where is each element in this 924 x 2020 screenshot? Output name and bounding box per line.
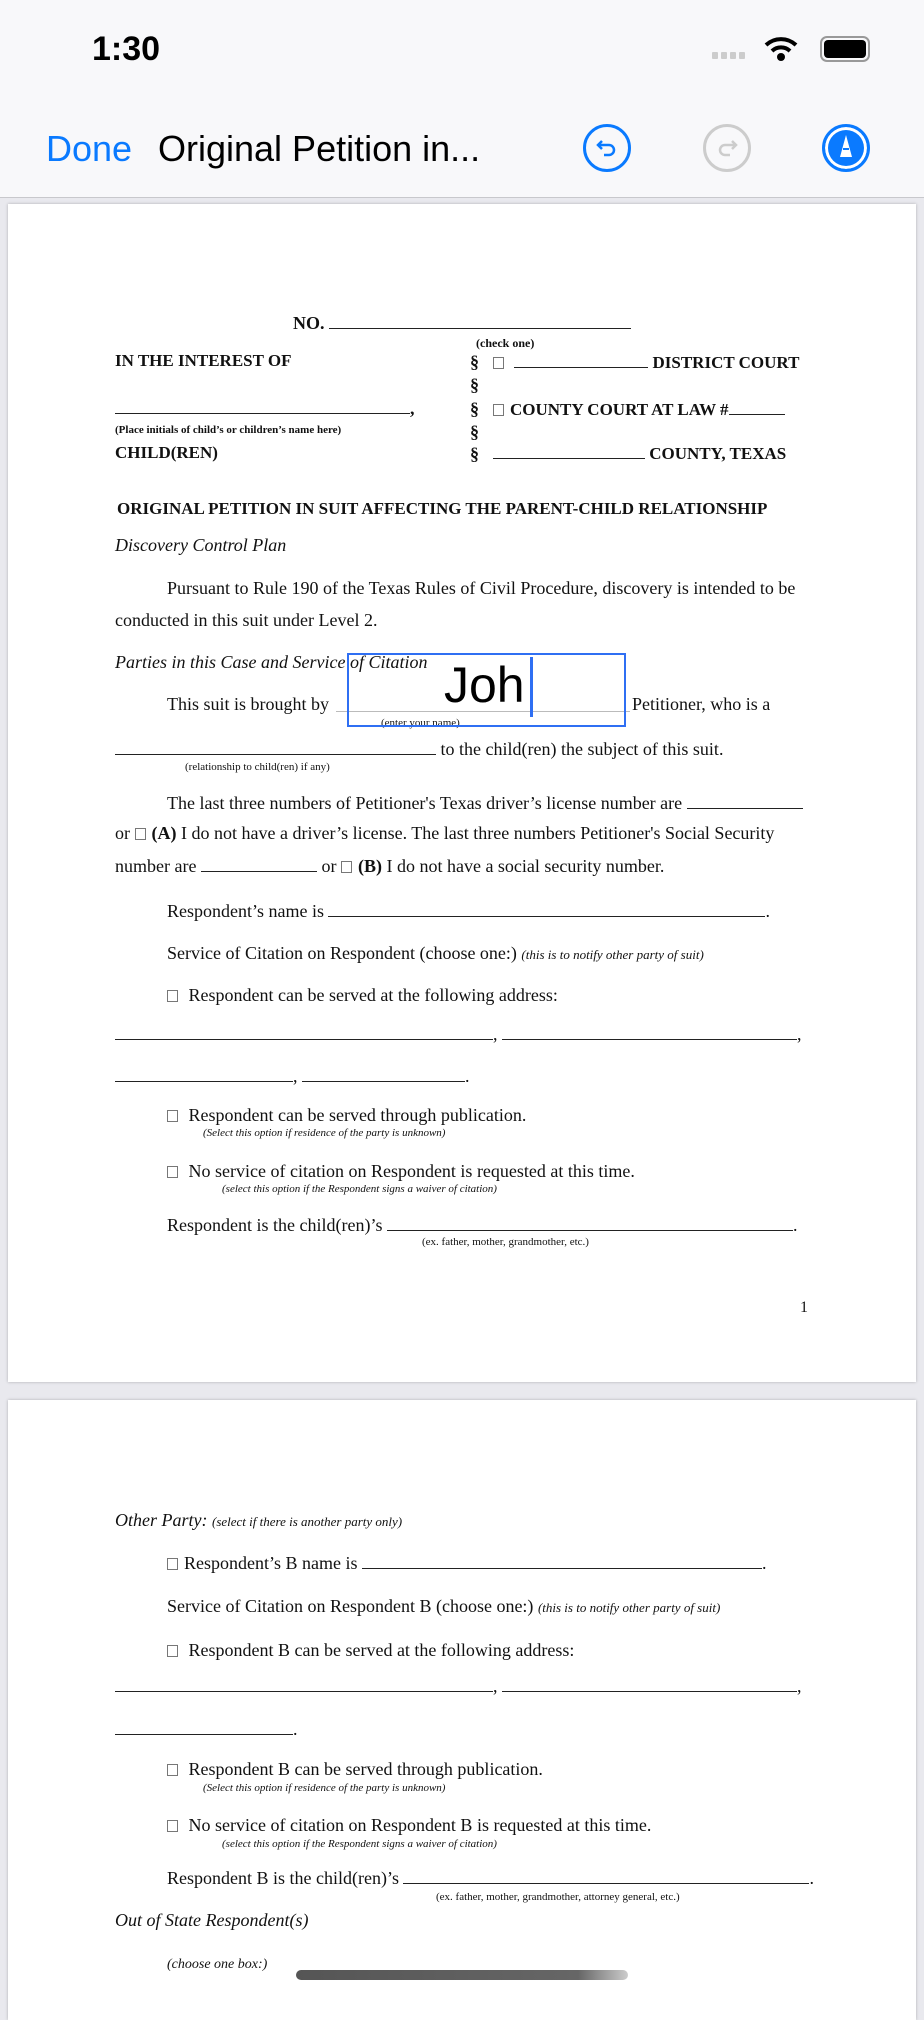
checkbox[interactable]: [167, 1645, 178, 1657]
petitioner-label: Petitioner, who is a: [632, 694, 771, 714]
other-party-heading: [115, 1508, 402, 1534]
choose-box-note: (choose one box:): [167, 1957, 268, 1972]
address-b-line-2[interactable]: .: [115, 1717, 298, 1741]
relationship-note: (relationship to child(ren) if any): [185, 761, 330, 773]
section-mark: §: [470, 422, 479, 442]
service-label: Service of Citation on Respondent (choose one:): [167, 943, 517, 963]
enter-name-note: (enter your name): [381, 717, 460, 729]
text-caret: [530, 657, 533, 717]
checkbox[interactable]: [493, 357, 504, 369]
license-line: [167, 791, 803, 815]
relationship-field[interactable]: [115, 737, 436, 755]
no-ssn-label: I do not have a social security number.: [386, 856, 665, 876]
undo-button[interactable]: [583, 124, 631, 172]
publication-option[interactable]: [167, 1103, 526, 1127]
markup-button[interactable]: [822, 124, 870, 172]
no-service-b-note: (select this option if the Respondent signs a waiver of citation): [222, 1838, 497, 1850]
publication-b-label: Respondent B can be served through publication.: [188, 1759, 543, 1779]
place-initials-note: (Place initials of child’s or children’s name here): [115, 424, 342, 436]
checkbox[interactable]: [167, 990, 178, 1002]
respondent-relationship-label: Respondent is the child(ren)’s: [167, 1215, 383, 1235]
discovery-heading: Discovery Control Plan: [115, 535, 287, 555]
section-mark: §: [470, 352, 479, 372]
to-child-label: to the child(ren) the subject of this suit.: [440, 739, 724, 759]
redo-button[interactable]: [703, 124, 751, 172]
parties-heading: Parties in this Case and Service of Citation: [115, 652, 428, 672]
respondent-b-name-field[interactable]: [362, 1551, 762, 1569]
section-mark: §: [470, 375, 479, 395]
checkbox[interactable]: [167, 1558, 178, 1570]
markup-pen-icon: [833, 133, 859, 163]
publication-note: (Select this option if residence of the party is unknown): [203, 1127, 446, 1139]
undo-icon: [594, 135, 620, 161]
pursuant-line-2: conducted in this suit under Level 2.: [115, 610, 378, 630]
county-law-option[interactable]: [493, 397, 785, 422]
checkbox-b[interactable]: [341, 861, 352, 873]
done-button[interactable]: Done: [46, 128, 133, 169]
document-heading: ORIGINAL PETITION IN SUIT AFFECTING THE PARENT-CHILD RELATIONSHIP: [117, 499, 768, 518]
respondent-b-relationship-label: Respondent B is the child(ren)’s: [167, 1868, 399, 1888]
address-b-line-1[interactable]: , ,: [115, 1674, 802, 1698]
address-option[interactable]: [167, 983, 558, 1007]
respondent-b-name-line: Respondent’s B name is .: [167, 1551, 767, 1575]
battery-icon: [820, 36, 870, 62]
no-license-line: [115, 821, 774, 845]
nav-bar: [0, 100, 924, 198]
relationship-line: [115, 737, 723, 761]
ssn-field[interactable]: [201, 854, 317, 872]
document-title: Original Petition in...: [158, 128, 481, 169]
status-time: 1:30: [92, 30, 161, 68]
redo-icon: [714, 135, 740, 161]
other-party-label: Other Party:: [115, 1510, 208, 1530]
respondent-name-field[interactable]: [328, 899, 765, 917]
ssn-line: [115, 854, 664, 878]
district-label: DISTRICT COURT: [652, 353, 800, 372]
county-field[interactable]: [493, 441, 645, 459]
checkbox[interactable]: [493, 404, 504, 416]
address-line-2[interactable]: , .: [115, 1064, 470, 1088]
service-line: [167, 941, 704, 967]
petitioner-name-field[interactable]: [347, 653, 626, 727]
respondent-b-name-label: Respondent’s B name is: [184, 1553, 358, 1573]
children-label: CHILD(REN): [115, 443, 218, 462]
license-label: The last three numbers of Petitioner's Texas driver’s license number are: [167, 793, 683, 813]
respondent-b-relationship-note: (ex. father, mother, grandmother, attorney general, etc.): [436, 1891, 680, 1903]
other-party-note: (select if there is another party only): [211, 1514, 403, 1529]
no-service-note: (select this option if the Respondent signs a waiver of citation): [222, 1183, 497, 1195]
publication-b-option[interactable]: [167, 1757, 543, 1781]
address-label: Respondent can be served at the following address:: [188, 985, 558, 1005]
checkbox-a[interactable]: [135, 828, 146, 840]
home-indicator[interactable]: [296, 1970, 628, 1980]
no-label: NO.: [293, 313, 325, 333]
address-b-label: Respondent B can be served at the following address:: [188, 1640, 575, 1660]
brought-by-label: This suit is brought by: [167, 694, 330, 714]
section-mark: §: [470, 444, 479, 464]
wifi-icon: [764, 36, 798, 62]
checkbox[interactable]: [167, 1110, 178, 1122]
name-value: Joh: [444, 657, 525, 713]
respondent-name-label: Respondent’s name is: [167, 901, 324, 921]
license-field[interactable]: [687, 791, 803, 809]
respondent-b-relationship-line: Respondent B is the child(ren)’s .: [167, 1868, 814, 1888]
respondent-relationship-line: Respondent is the child(ren)’s .: [167, 1215, 798, 1235]
checkbox[interactable]: [167, 1820, 178, 1832]
service-b-label: Service of Citation on Respondent B (choose one:): [167, 1596, 534, 1616]
checkbox[interactable]: [167, 1166, 178, 1178]
address-b-option[interactable]: [167, 1638, 574, 1662]
district-field[interactable]: [514, 350, 648, 368]
section-mark: §: [470, 399, 479, 419]
out-of-state-heading: Out of State Respondent(s): [115, 1910, 309, 1930]
ssn-label: number are: [115, 856, 197, 876]
county-texas: [493, 441, 786, 466]
interest-label: IN THE INTEREST OF: [115, 351, 292, 370]
option-a: (A): [151, 823, 177, 843]
signal-icon: [712, 52, 745, 59]
child-initials-field[interactable]: ,: [115, 396, 415, 420]
status-bar: [0, 0, 924, 100]
respondent-relationship-field[interactable]: [387, 1213, 793, 1231]
publication-b-note: (Select this option if residence of the party is unknown): [203, 1782, 446, 1794]
respondent-name-line: Respondent’s name is .: [167, 901, 770, 921]
option-b: (B): [357, 856, 382, 876]
county-law-label: COUNTY COURT AT LAW #: [510, 400, 729, 419]
or-label: or: [321, 856, 337, 876]
case-number-field[interactable]: [329, 311, 631, 329]
address-line-1[interactable]: , ,: [115, 1022, 802, 1046]
no-service-b-option[interactable]: [167, 1813, 651, 1837]
case-number: [293, 311, 631, 335]
checkbox[interactable]: [167, 1764, 178, 1776]
pursuant-line-1: Pursuant to Rule 190 of the Texas Rules of Civil Procedure, discovery is intended to be: [167, 578, 796, 598]
no-service-b-label: No service of citation on Respondent B is requested at this time.: [188, 1815, 652, 1835]
district-court-option[interactable]: [493, 350, 799, 375]
page-number: 1: [800, 1299, 808, 1316]
service-note: (this is to notify other party of suit): [521, 947, 704, 962]
respondent-b-relationship-field[interactable]: [403, 1866, 809, 1884]
service-b-note: (this is to notify other party of suit): [537, 1600, 721, 1615]
no-service-option[interactable]: [167, 1159, 635, 1183]
publication-label: Respondent can be served through publication.: [188, 1105, 527, 1125]
respondent-relationship-note: (ex. father, mother, grandmother, etc.): [422, 1236, 589, 1248]
check-one: (check one): [476, 336, 535, 350]
county-texas-label: COUNTY, TEXAS: [649, 444, 787, 463]
no-service-label: No service of citation on Respondent is requested at this time.: [188, 1161, 635, 1181]
or-label: or: [115, 823, 130, 843]
county-law-number-field[interactable]: [729, 397, 785, 415]
service-b-line: [167, 1594, 720, 1620]
no-license-label: I do not have a driver’s license. The last three numbers Petitioner's Social Security: [181, 823, 775, 843]
